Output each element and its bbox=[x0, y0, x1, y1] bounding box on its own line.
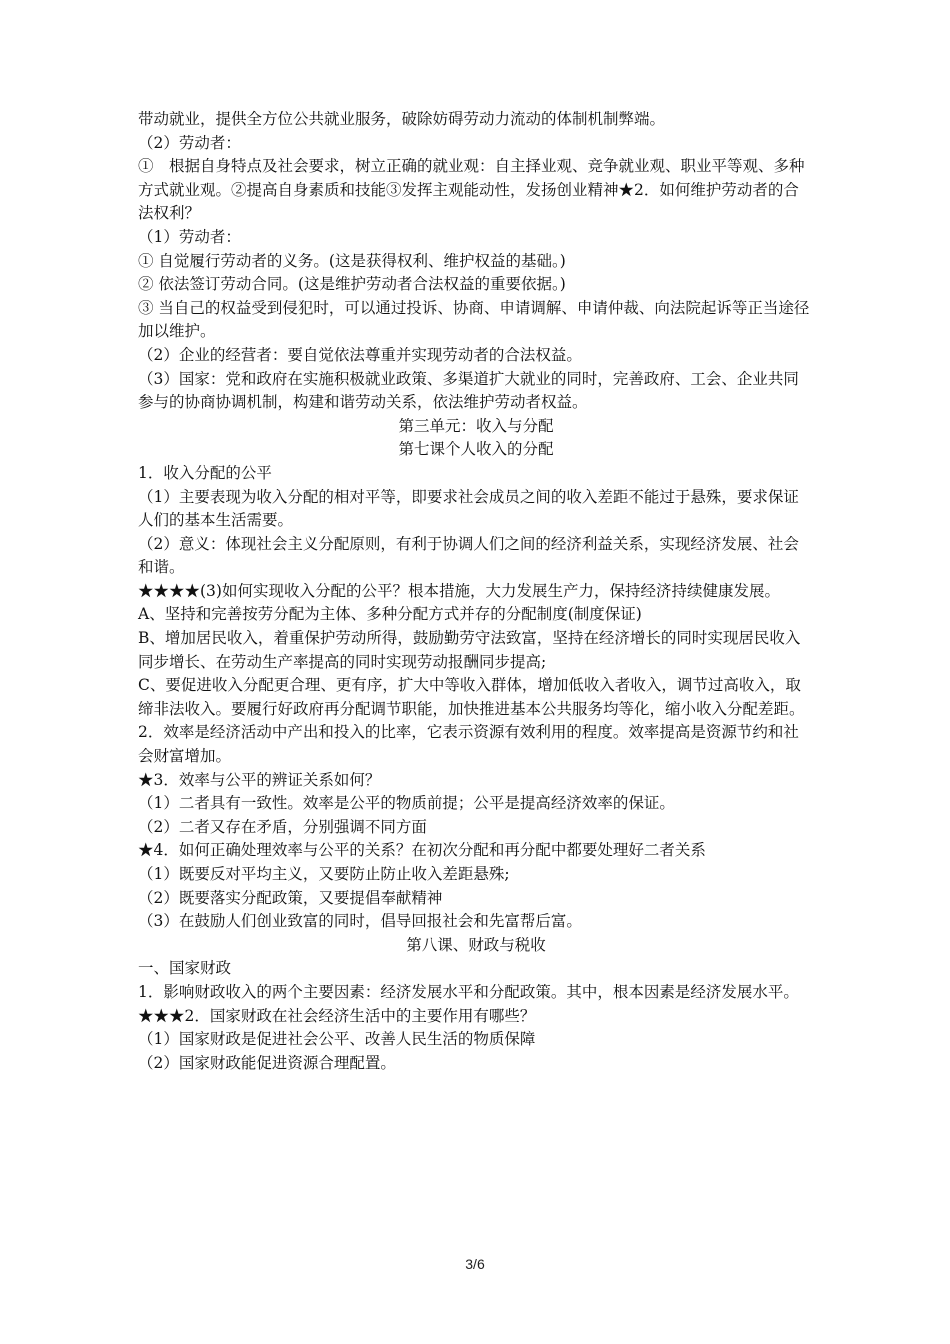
text-line: 带动就业，提供全方位公共就业服务，破除妨碍劳动力流动的体制机制弊端。 bbox=[138, 110, 666, 128]
text-line: （1）主要表现为收入分配的相对平等，即要求社会成员之间的收入差距不能过于悬殊，要求保证人们的基本生活需要。 bbox=[138, 487, 799, 530]
text-line: ★3．效率与公平的辨证关系如何？ bbox=[138, 770, 381, 789]
text-line: ★4．如何正确处理效率与公平的关系？在初次分配和再分配中都要处理好二者关系 bbox=[138, 841, 706, 860]
text-line: （2）意义：体现社会主义分配原则，有利于协调人们之间的经济利益关系，实现经济发展、社会和谐。 bbox=[138, 534, 799, 577]
text-line: 一、国家财政 bbox=[138, 959, 232, 978]
text-line: ★★★2．国家财政在社会经济生活中的主要作用有哪些？ bbox=[138, 1006, 536, 1025]
text-line: ③ 当自己的权益受到侵犯时，可以通过投诉、协商、申请调解、申请仲裁、向法院起诉等正当途径加以维护。 bbox=[138, 298, 810, 341]
text-line: （2）劳动者： bbox=[138, 133, 241, 152]
page-number: 3/6 bbox=[465, 1256, 485, 1272]
text-line: ★★★★(3)如何实现收入分配的公平？根本措施，大力发展生产力，保持经济持续健康发展。 bbox=[138, 581, 780, 600]
text-line: A、坚持和完善按劳分配为主体、多种分配方式并存的分配制度(制度保证) bbox=[138, 605, 642, 624]
text-line: （1）既要反对平均主义，又要防止防止收入差距悬殊; bbox=[138, 865, 510, 883]
text-line: 1．影响财政收入的两个主要因素：经济发展水平和分配政策。其中，根本因素是经济发展水平。 bbox=[138, 982, 799, 1001]
text-line: 1．收入分配的公平 bbox=[138, 463, 272, 482]
text-line: ② 依法签订劳动合同。(这是维护劳动者合法权益的重要依据。) bbox=[138, 275, 566, 294]
text-line: ① 自觉履行劳动者的义务。(这是获得权利、维护权益的基础。) bbox=[138, 251, 566, 270]
text-line: （3）在鼓励人们创业致富的同时，倡导回报社会和先富帮后富。 bbox=[138, 912, 582, 931]
text-line: （1）劳动者： bbox=[138, 227, 241, 246]
text-line: B、增加居民收入，着重保护劳动所得，鼓励勤劳守法致富，坚持在经济增长的同时实现居民收入同步增长、在劳动生产率提高的同时实现劳动报酬同步提高; bbox=[138, 629, 801, 671]
lesson-heading: 第七课个人收入的分配 bbox=[398, 440, 554, 459]
text-line: （2）既要落实分配政策，又要提倡奉献精神 bbox=[138, 888, 443, 907]
text-line: （2）企业的经营者：要自觉依法尊重并实现劳动者的合法权益。 bbox=[138, 345, 582, 364]
text-line: C、要促进收入分配更合理、更有序，扩大中等收入群体，增加低收入者收入，调节过高收入，取缔非法收入。要履行好政府再分配调节职能，加快推进基本公共服务均等化，缩小收入分配差距。 bbox=[138, 676, 805, 718]
text-line: （2）二者又存在矛盾，分别强调不同方面 bbox=[138, 817, 427, 836]
unit-heading: 第三单元：收入与分配 bbox=[398, 416, 554, 435]
text-line: （3）国家：党和政府在实施积极就业政策、多渠道扩大就业的同时，完善政府、工会、企业共同参与的协商协调机制，构建和谐劳动关系，依法维护劳动者权益。 bbox=[138, 369, 799, 412]
text-line: （1）国家财政是促进社会公平、改善人民生活的物质保障 bbox=[138, 1030, 536, 1049]
text-line: （2）国家财政能促进资源合理配置。 bbox=[138, 1053, 396, 1072]
text-line: ① 根据自身特点及社会要求，树立正确的就业观：自主择业观、竞争就业观、职业平等观、多种方式就业观。②提高自身素质和技能③发挥主观能动性，发扬创业精神★2．如何维护劳动者的合法权利？ bbox=[138, 157, 805, 223]
lesson-heading: 第八课、财政与税收 bbox=[406, 935, 546, 954]
document-body bbox=[138, 108, 814, 1075]
text-line: （1）二者具有一致性。效率是公平的物质前提；公平是提高经济效率的保证。 bbox=[138, 794, 675, 813]
text-line: 2．效率是经济活动中产出和投入的比率，它表示资源有效利用的程度。效率提高是资源节约和社会财富增加。 bbox=[138, 723, 799, 766]
